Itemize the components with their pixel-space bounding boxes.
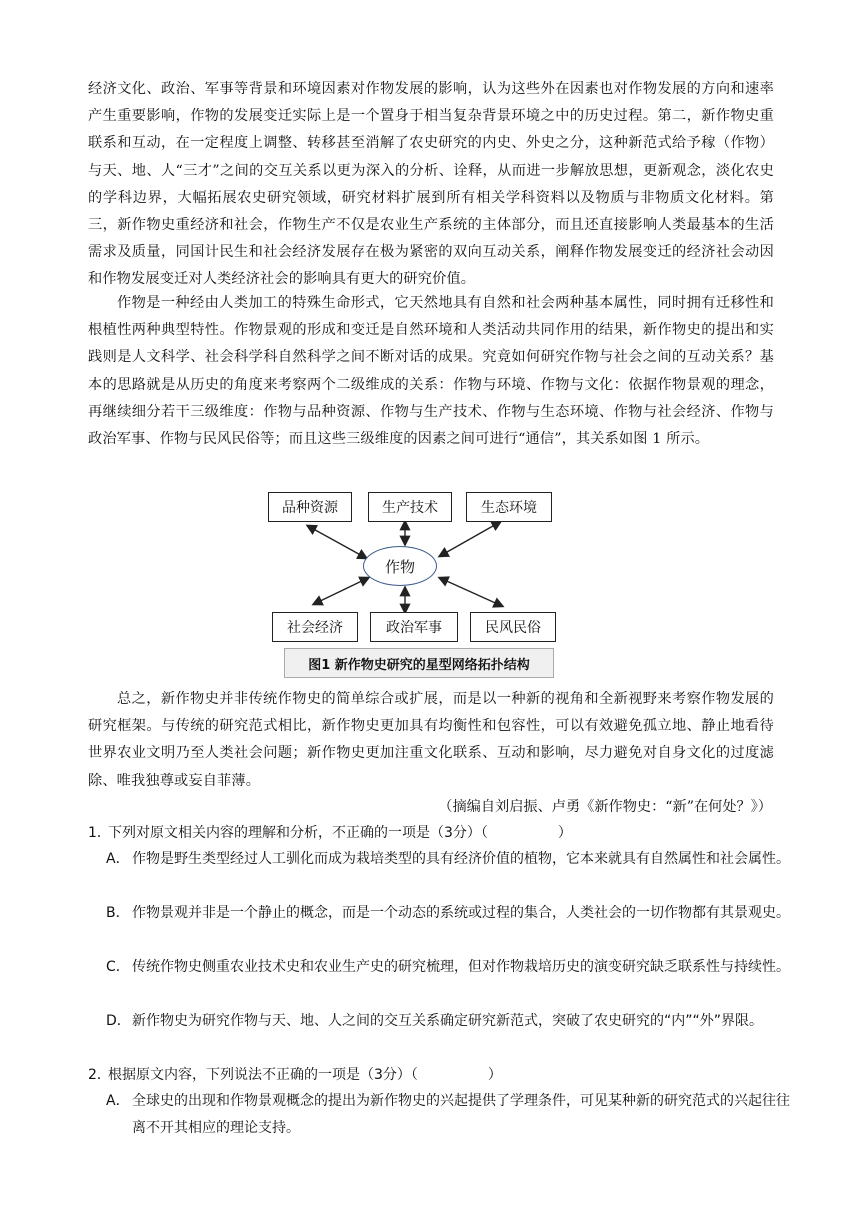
option-letter: A． [106, 851, 130, 867]
question-stem: 根据原文内容，下列说法不正确的一项是（3分）（ [108, 1067, 418, 1083]
question-number: 2． [88, 1067, 111, 1083]
node-crop: 作物 [363, 546, 437, 586]
option-d [106, 1008, 802, 1035]
option-text: 新作物史为研究作物与天、地、人之间的交互关系确定研究新范式，突破了农史研究的“内”“外”界限。 [132, 1013, 764, 1029]
question-1 [88, 820, 778, 847]
option-a [106, 846, 802, 873]
question-2 [88, 1062, 778, 1089]
question-close: ） [487, 1067, 502, 1083]
option-a [106, 1088, 802, 1142]
question-close: ） [557, 825, 572, 841]
node-variety-resources: 品种资源 [268, 492, 352, 522]
option-letter: D． [106, 1013, 131, 1029]
paragraph-1: 经济文化、政治、军事等背景和环境因素对作物发展的影响，认为这些外在因素也对作物发展的方向和速率产生重要影响，作物的发展变迁实际上是一个置身于相当复杂背景环境之中的历史过程。第二，新作物史重联系和互动，在一定程度上调整、转移甚至消解了农史研究的内史、外史之分，这种新范式给予稼（作物）与天、地、人“三才”之间的交互关系以更为深入的分析、诠释，从而进一步解放思想，更新观念，淡化农史的学科边界，大幅拓展农史研究领域，研究材料扩展到所有相关学科资料以及物质与非物质文化材料。第三，新作物史重经济和社会，作物生产不仅是农业生产系统的主体部分，而且还直接影响人类最基本的生活需求及质量，同国计民生和社会经济发展存在极为紧密的双向互动关系，阐释作物发展变迁的经济社会动因和作物发展变迁对人类经济社会的影响具有更大的研究价值。 [88, 81, 774, 288]
paragraph-2: 作物是一种经由人类加工的特殊生命形式，它天然地具有自然和社会两种基本属性，同时拥有迁移性和根植性两种典型特性。作物景观的形成和变迁是自然环境和人类活动共同作用的结果，新作物史的提出和实践则是人文科学、社会科学科自然科学之间不断对话的成果。究竟如何研究作物与社会之间的互动关系？基本的思路就是从历史的角度来考察两个二级维成的关系：作物与环境、作物与文化：依据作物景观的理念，再继续细分若干三级维度：作物与品种资源、作物与生产技术、作物与生态环境、作物与社会经济、作物与政治军事、作物与民风民俗等；而且这些三级维度的因素之间可进行“通信”，其关系如图 1 所示。 [88, 295, 774, 448]
node-social-economy: 社会经济 [272, 612, 358, 642]
option-b [106, 900, 802, 927]
question-stem: 下列对原文相关内容的理解和分析，不正确的一项是（3分）（ [108, 825, 488, 841]
figure-caption: 图1 新作物史研究的星型网络拓扑结构 [284, 648, 554, 678]
question-number: 1． [88, 825, 111, 841]
node-folk-customs: 民风民俗 [470, 612, 556, 642]
option-c [106, 954, 802, 981]
node-production-technology: 生产技术 [368, 492, 452, 522]
paragraph-3: 总之，新作物史并非传统作物史的简单综合或扩展，而是以一种新的视角和全新视野来考察作物发展的研究框架。与传统的研究范式相比，新作物史更加具有均衡性和包容性，可以有效避免孤立地、静止地看待世界农业文明乃至人类社会问题；新作物史更加注重文化联系、互动和影响，尽力避免对自身文化的过度滤除、唯我独尊或妄自菲薄。 [88, 691, 774, 789]
option-letter: A． [106, 1093, 130, 1109]
option-letter: C． [106, 959, 130, 975]
node-politics-military: 政治军事 [370, 612, 458, 642]
star-network-diagram [262, 486, 562, 682]
node-ecological-environment: 生态环境 [466, 492, 552, 522]
option-text: 作物景观并非是一个静止的概念，而是一个动态的系统或过程的集合，人类社会的一切作物都有其景观史。 [132, 905, 790, 921]
source-citation: （摘编自刘启振、卢勇《新作物史：“新”在何处？》） [438, 799, 772, 815]
option-letter: B． [106, 905, 130, 921]
option-text: 作物是野生类型经过人工驯化而成为栽培类型的具有经济价值的植物，它本来就具有自然属性和社会属性。 [132, 851, 790, 867]
option-text: 全球史的出现和作物景观概念的提出为新作物史的兴起提供了学理条件，可见某种新的研究范式的兴起往往离不开其相应的理论支持。 [132, 1093, 790, 1136]
option-text: 传统作物史侧重农业技术史和农业生产史的研究梳理，但对作物栽培历史的演变研究缺乏联系性与持续性。 [132, 959, 790, 975]
